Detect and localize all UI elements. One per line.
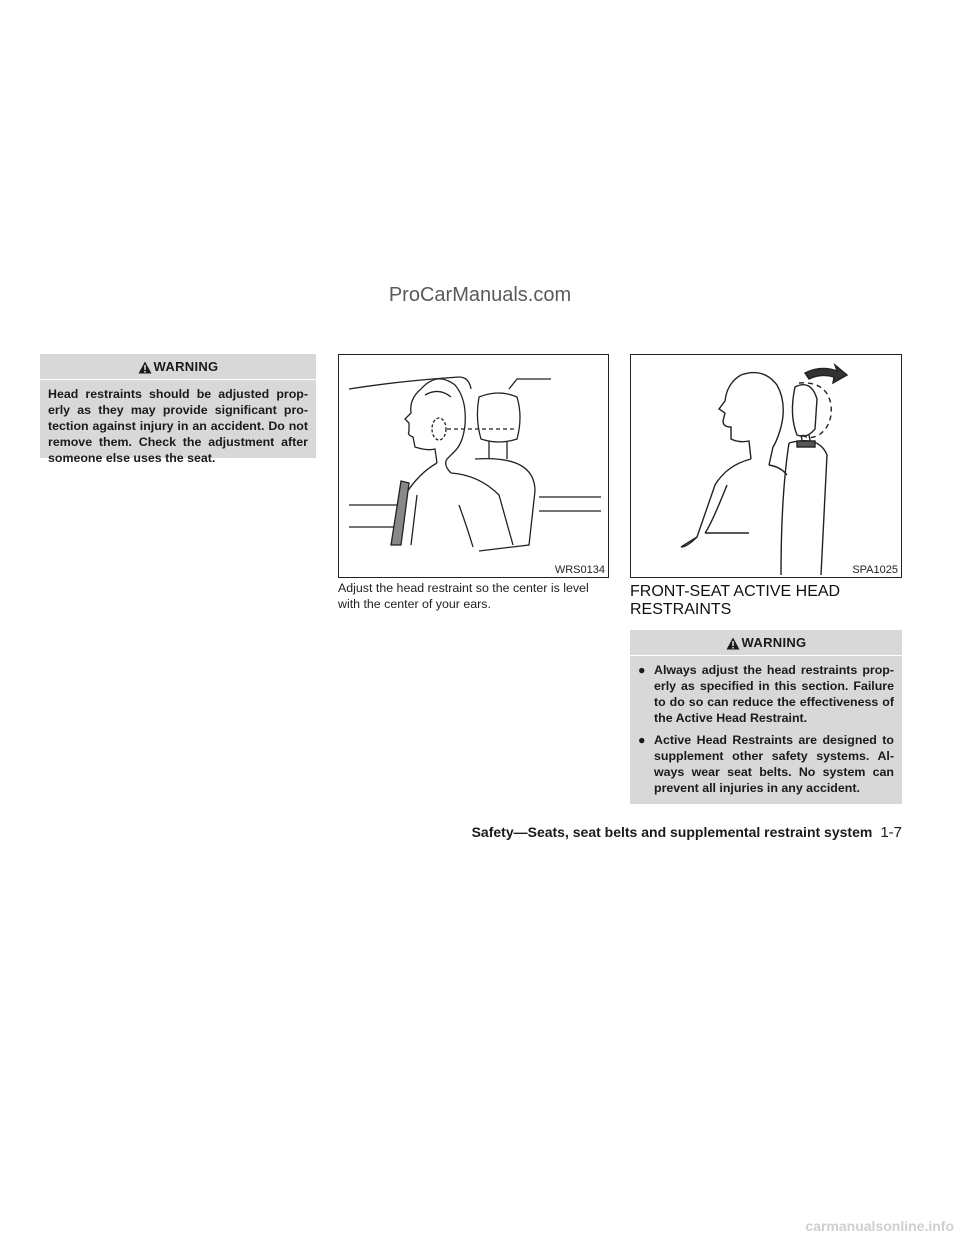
warning-title: WARNING	[741, 635, 807, 650]
warning-item-text: Active Head Restraints are designed to supplement other safety systems. Al-ways wear seat belts. No system can prevent all injuries in any accident.	[654, 733, 894, 795]
figure-code-label: SPA1025	[852, 564, 898, 576]
warning-text: Head restraints should be adjusted prop-erly as they may provide significant pro-tection against injury in an accident. Do not remove them. Check the adjustment after someone else uses the seat.	[48, 387, 308, 465]
warning-list-item	[638, 732, 894, 796]
page-footer	[472, 824, 902, 841]
figure-active-head-restraint	[630, 354, 902, 578]
warning-item-text: Always adjust the head restraints prop-erly as specified in this section. Failure to do so can reduce the effectiveness of the Active Head Restraint.	[654, 663, 894, 725]
footer-section-title: Safety—Seats, seat belts and supplemental restraint system	[471, 824, 873, 840]
bullet-icon: ●	[638, 663, 646, 677]
warning-box-active-head-restraints	[630, 630, 902, 804]
warning-triangle-icon	[726, 637, 740, 650]
active-head-restraint-illustration	[631, 355, 901, 577]
figure-code-label: WRS0134	[554, 564, 605, 576]
head-restraint-level-illustration	[339, 355, 608, 577]
warning-list	[638, 656, 894, 804]
warning-list-item	[638, 662, 894, 726]
warning-box-head-restraints	[40, 354, 316, 465]
watermark-top: ProCarManuals.com	[388, 284, 572, 306]
figure-caption: Adjust the head restraint so the center is level with the center of your ears.	[338, 581, 589, 611]
warning-header	[40, 354, 316, 380]
watermark-bottom: carmanualsonline.info	[805, 1218, 954, 1234]
bullet-icon: ●	[638, 733, 646, 747]
page-number: 1-7	[880, 824, 902, 841]
warning-title: WARNING	[153, 359, 219, 374]
warning-triangle-icon	[138, 361, 152, 374]
figure-head-restraint-adjustment	[338, 354, 609, 578]
warning-header	[630, 630, 902, 656]
section-title: FRONT-SEAT ACTIVE HEAD RESTRAINTS	[630, 583, 841, 618]
